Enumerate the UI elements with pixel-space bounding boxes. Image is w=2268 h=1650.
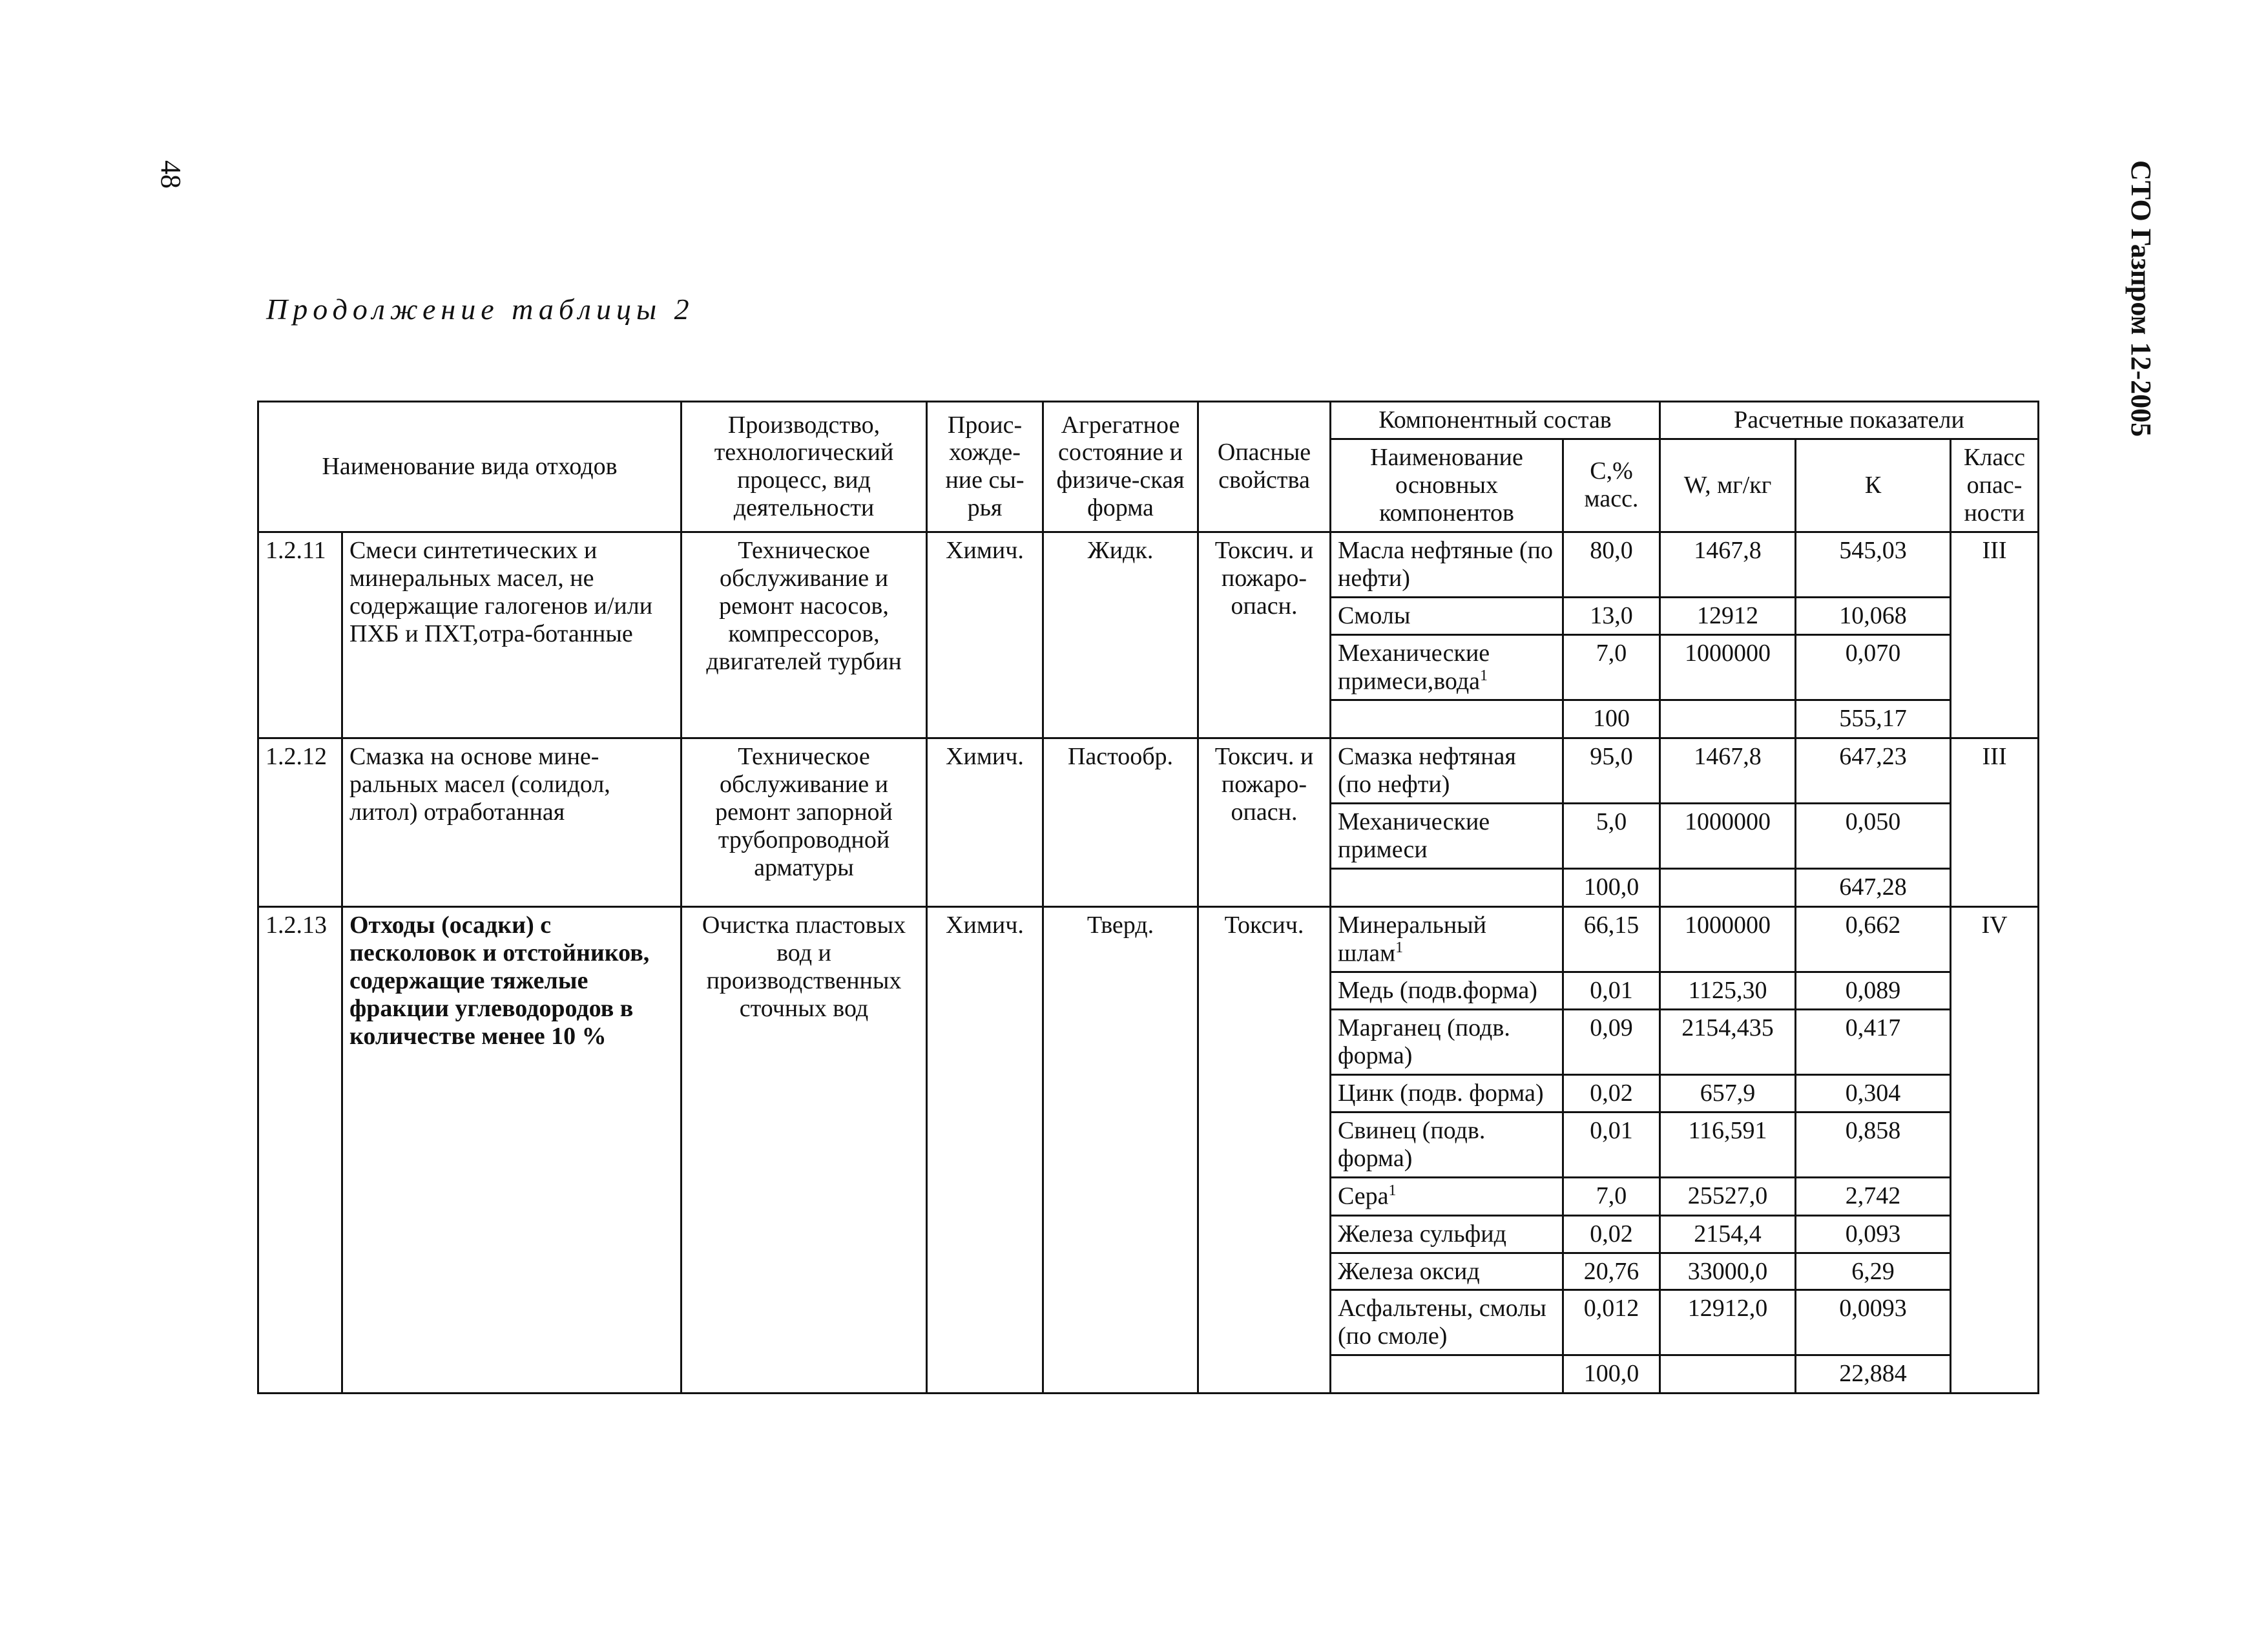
component-k: 0,0093 <box>1796 1290 1951 1355</box>
component-name: Механические примеси,вода$^1$ <box>1331 634 1563 700</box>
total-label <box>1331 1355 1563 1394</box>
component-c-mass: 13,0 <box>1563 597 1660 634</box>
table-row <box>258 532 2039 597</box>
waste-origin: Химич. <box>927 906 1043 1394</box>
component-k: 0,417 <box>1796 1010 1951 1075</box>
header-row-1 <box>258 402 2039 439</box>
component-c-mass: 95,0 <box>1563 738 1660 804</box>
table-row <box>258 906 2039 972</box>
table-row <box>258 738 2039 804</box>
component-c-mass: 20,76 <box>1563 1253 1660 1290</box>
component-c-mass: 5,0 <box>1563 803 1660 868</box>
component-name: Сера$^1$ <box>1331 1178 1563 1216</box>
total-c-mass: 100,0 <box>1563 1355 1660 1394</box>
header-name: Наименование вида отходов <box>258 402 681 532</box>
hazard-class: IV <box>1951 906 2039 1394</box>
component-w: 1000000 <box>1660 906 1796 972</box>
waste-hazard: Токсич. <box>1198 906 1331 1394</box>
table-body <box>258 532 2039 1394</box>
component-k: 10,068 <box>1796 597 1951 634</box>
component-k: 545,03 <box>1796 532 1951 597</box>
waste-code: 1.2.12 <box>258 738 342 907</box>
footnote-marker: 1 <box>1388 1182 1397 1199</box>
component-c-mass: 0,01 <box>1563 972 1660 1010</box>
component-k: 0,662 <box>1796 906 1951 972</box>
waste-process: Техническое обслуживание и ремонт запорной трубопроводной арматуры <box>681 738 927 907</box>
component-k: 647,23 <box>1796 738 1951 804</box>
component-c-mass: 80,0 <box>1563 532 1660 597</box>
component-name: Цинк (подв. форма) <box>1331 1075 1563 1112</box>
waste-origin: Химич. <box>927 738 1043 907</box>
component-c-mass: 0,09 <box>1563 1010 1660 1075</box>
total-w <box>1660 868 1796 906</box>
header-calc-group: Расчетные показатели <box>1660 402 2039 439</box>
component-w: 1000000 <box>1660 803 1796 868</box>
component-w: 1125,30 <box>1660 972 1796 1010</box>
component-name: Смазка нефтяная (по нефти) <box>1331 738 1563 804</box>
waste-state: Пастообр. <box>1043 738 1198 907</box>
waste-table <box>257 401 2039 1394</box>
component-c-mass: 0,02 <box>1563 1075 1660 1112</box>
component-name: Смолы <box>1331 597 1563 634</box>
component-w: 12912 <box>1660 597 1796 634</box>
component-w: 33000,0 <box>1660 1253 1796 1290</box>
component-k: 2,742 <box>1796 1178 1951 1216</box>
component-name: Масла нефтяные (по нефти) <box>1331 532 1563 597</box>
component-name: Механические примеси <box>1331 803 1563 868</box>
component-c-mass: 66,15 <box>1563 906 1660 972</box>
header-state: Агрегатное состояние и физиче-ская форма <box>1043 402 1198 532</box>
waste-name: Отходы (осадки) с песколовок и отстойников, содержащие тяжелые фракции углеводородов в количестве менее 10 % <box>342 906 681 1394</box>
component-k: 0,858 <box>1796 1112 1951 1178</box>
header-w: W, мг/кг <box>1660 439 1796 532</box>
total-label <box>1331 700 1563 738</box>
waste-table-container <box>257 401 2037 1394</box>
waste-origin: Химич. <box>927 532 1043 738</box>
component-k: 0,093 <box>1796 1215 1951 1253</box>
component-c-mass: 0,01 <box>1563 1112 1660 1178</box>
component-k: 6,29 <box>1796 1253 1951 1290</box>
component-name: Железа сульфид <box>1331 1215 1563 1253</box>
component-name: Железа оксид <box>1331 1253 1563 1290</box>
waste-state: Тверд. <box>1043 906 1198 1394</box>
component-name: Асфальтены, смолы (по смоле) <box>1331 1290 1563 1355</box>
waste-code: 1.2.11 <box>258 532 342 738</box>
component-k: 0,304 <box>1796 1075 1951 1112</box>
total-c-mass: 100 <box>1563 700 1660 738</box>
component-c-mass: 0,02 <box>1563 1215 1660 1253</box>
component-w: 657,9 <box>1660 1075 1796 1112</box>
header-class: Класс опас-ности <box>1951 439 2039 532</box>
component-k: 0,050 <box>1796 803 1951 868</box>
page-number: 48 <box>155 160 187 189</box>
header-process: Производство, технологический процесс, вид деятельности <box>681 402 927 532</box>
component-w: 2154,435 <box>1660 1010 1796 1075</box>
document-code: СТО Газпром 12-2005 <box>2125 160 2157 437</box>
hazard-class: III <box>1951 738 2039 907</box>
total-k: 647,28 <box>1796 868 1951 906</box>
component-k: 0,070 <box>1796 634 1951 700</box>
component-w: 1467,8 <box>1660 738 1796 804</box>
waste-name: Смазка на основе мине-ральных масел (солидол, литол) отработанная <box>342 738 681 907</box>
footnote-marker: 1 <box>1480 667 1488 684</box>
waste-state: Жидк. <box>1043 532 1198 738</box>
component-c-mass: 7,0 <box>1563 1178 1660 1216</box>
component-w: 12912,0 <box>1660 1290 1796 1355</box>
total-k: 22,884 <box>1796 1355 1951 1394</box>
waste-code: 1.2.13 <box>258 906 342 1394</box>
component-name: Медь (подв.форма) <box>1331 972 1563 1010</box>
component-w: 2154,4 <box>1660 1215 1796 1253</box>
component-w: 116,591 <box>1660 1112 1796 1178</box>
component-c-mass: 7,0 <box>1563 634 1660 700</box>
total-c-mass: 100,0 <box>1563 868 1660 906</box>
total-w <box>1660 1355 1796 1394</box>
waste-name: Смеси синтетических и минеральных масел, не содержащие галогенов и/или ПХБ и ПХТ,отра-ботанные <box>342 532 681 738</box>
total-w <box>1660 700 1796 738</box>
component-name: Минеральный шлам$^1$ <box>1331 906 1563 972</box>
component-w: 1000000 <box>1660 634 1796 700</box>
header-origin: Проис-хожде-ние сы-рья <box>927 402 1043 532</box>
total-k: 555,17 <box>1796 700 1951 738</box>
footnote-marker: 1 <box>1395 939 1404 956</box>
component-k: 0,089 <box>1796 972 1951 1010</box>
header-component-group: Компонентный состав <box>1331 402 1660 439</box>
waste-hazard: Токсич. и пожаро-опасн. <box>1198 738 1331 907</box>
component-name: Марганец (подв. форма) <box>1331 1010 1563 1075</box>
component-w: 1467,8 <box>1660 532 1796 597</box>
hazard-class: III <box>1951 532 2039 738</box>
header-component-name: Наименование основных компонентов <box>1331 439 1563 532</box>
waste-process: Очистка пластовых вод и производственных сточных вод <box>681 906 927 1394</box>
total-label <box>1331 868 1563 906</box>
header-c-mass: С,% масс. <box>1563 439 1660 532</box>
component-w: 25527,0 <box>1660 1178 1796 1216</box>
component-c-mass: 0,012 <box>1563 1290 1660 1355</box>
waste-process: Техническое обслуживание и ремонт насосов, компрессоров, двигателей турбин <box>681 532 927 738</box>
waste-hazard: Токсич. и пожаро-опасн. <box>1198 532 1331 738</box>
component-name: Свинец (подв. форма) <box>1331 1112 1563 1178</box>
header-k: К <box>1796 439 1951 532</box>
table-caption: Продолжение таблицы 2 <box>266 293 694 326</box>
header-hazard: Опасные свойства <box>1198 402 1331 532</box>
